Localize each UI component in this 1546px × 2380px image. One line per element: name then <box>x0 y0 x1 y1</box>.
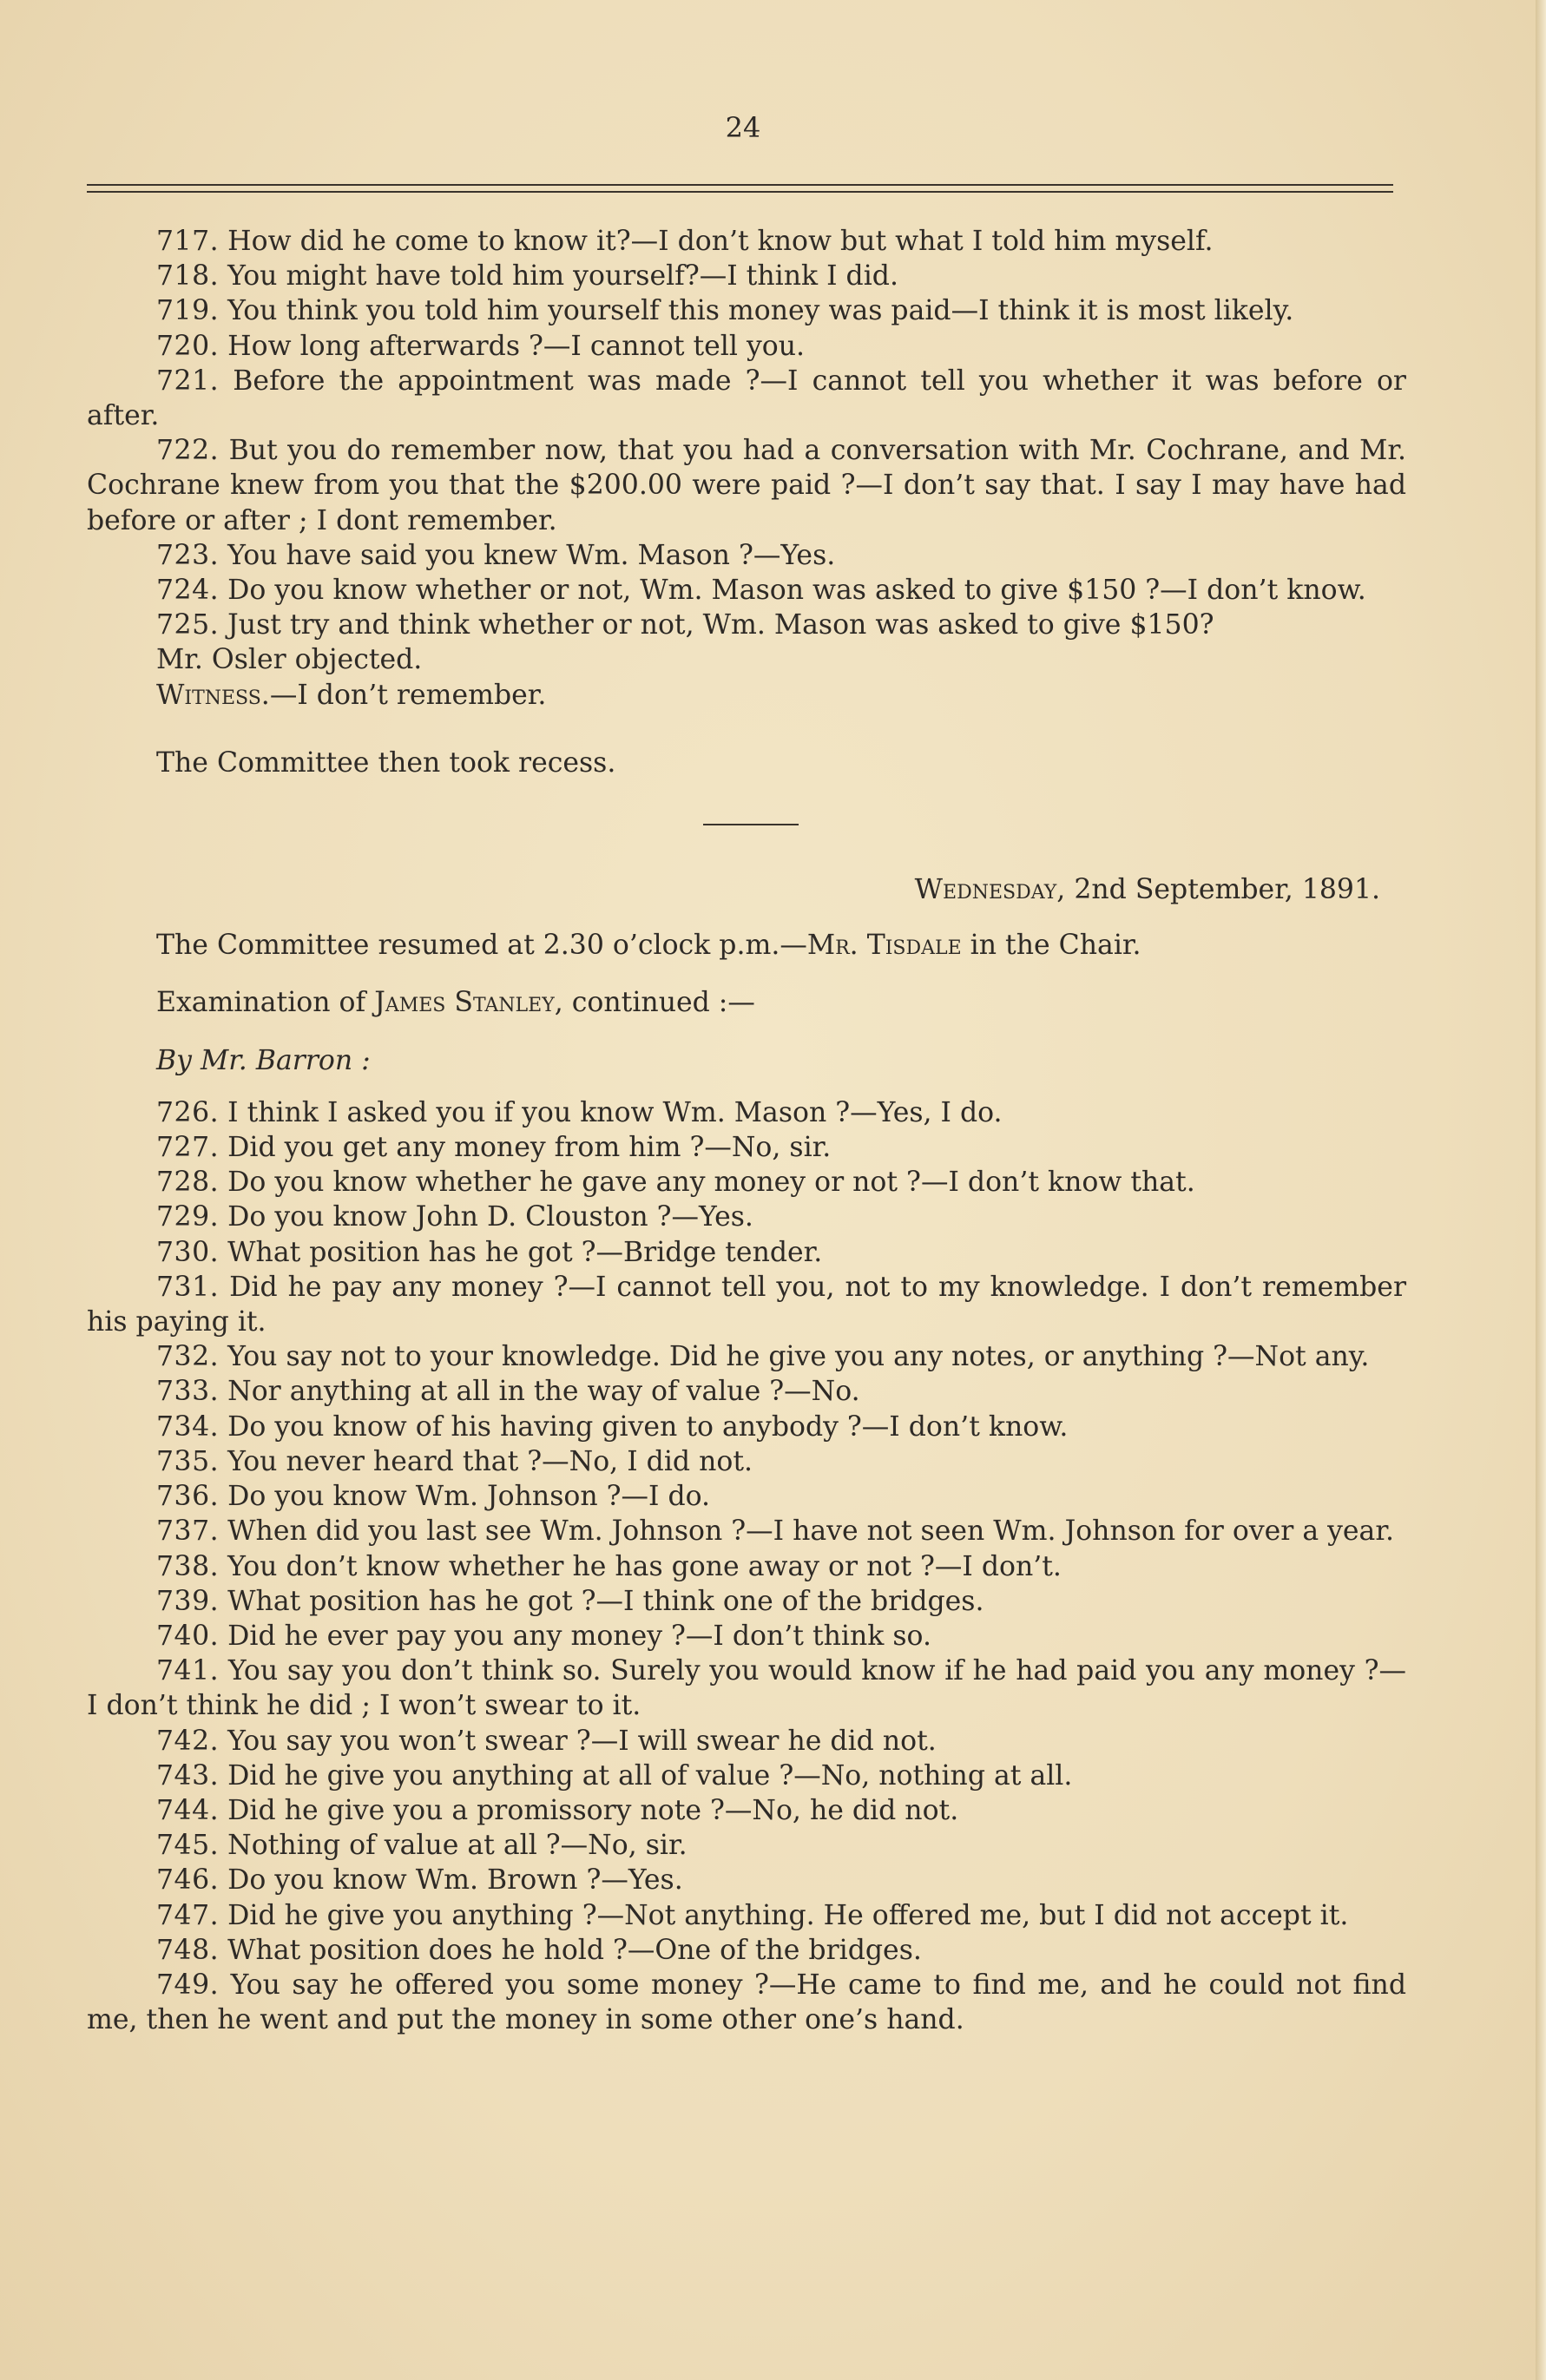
question-728: 728. Do you know whether he gave any money or not ?—I don’t know that. <box>156 1167 1195 1199</box>
question-736: 736. Do you know Wm. Johnson ?—I do. <box>156 1481 711 1513</box>
question-729: 729. Do you know John D. Clouston ?—Yes. <box>156 1201 753 1233</box>
question-733: 733. Nor anything at all in the way of value ?—No. <box>156 1376 860 1408</box>
question-725: 725. Just try and think whether or not, Wm. Mason was asked to give $150? <box>156 609 1214 641</box>
resumed-line: The Committee resumed at 2.30 o’clock p.m.—Mr. Tisdale in the Chair. <box>156 930 1141 962</box>
question-743: 743. Did he give you anything at all of value ?—No, nothing at all. <box>156 1759 1073 1792</box>
question-720: 720. How long afterwards ?—I cannot tell you. <box>156 330 806 362</box>
question-746: 746. Do you know Wm. Brown ?—Yes. <box>156 1864 683 1897</box>
section-separator <box>703 824 799 825</box>
question-717: 717. How did he come to know it?—I don’t know but what I told him myself. <box>156 226 1214 257</box>
question-list-2 <box>87 1095 1406 2037</box>
question-749: 749. You say he offered you some money ?—He came to find me, and he could not find me, then he went and put the money in some other one’s hand. <box>87 1969 1406 2036</box>
question-738: 738. You don’t know whether he has gone away or not ?—I don’t. <box>156 1550 1062 1582</box>
examination-line: Examination of James Stanley, continued :— <box>156 987 755 1019</box>
page-edge <box>1536 0 1546 2380</box>
page-number: 24 <box>725 111 761 144</box>
question-731: 731. Did he pay any money ?—I cannot tell you, not to my knowledge. I don’t remember his paying it. <box>87 1271 1406 1338</box>
question-745: 745. Nothing of value at all ?—No, sir. <box>156 1830 687 1862</box>
osler-objection: Mr. Osler objected. <box>156 644 423 676</box>
witness-answer: Witness.—I don’t remember. <box>156 679 547 711</box>
question-718: 718. You might have told him yourself?—I think I did. <box>156 260 898 293</box>
session-date: Wednesday, 2nd September, 1891. <box>914 874 1380 906</box>
question-721: 721. Before the appointment was made ?—I cannot tell you whether it was before or after. <box>87 365 1406 432</box>
question-748: 748. What position does he hold ?—One of the bridges. <box>156 1934 922 1966</box>
question-737: 737. When did you last see Wm. Johnson ?—I have not seen Wm. Johnson for over a year. <box>156 1515 1394 1548</box>
question-723: 723. You have said you knew Wm. Mason ?—Yes. <box>156 539 836 571</box>
question-741: 741. You say you don’t think so. Surely you would know if he had paid you any money ?—I don’t think he did ; I won’t swear to it. <box>87 1655 1406 1722</box>
recess-line: The Committee then took recess. <box>156 746 616 779</box>
question-730: 730. What position has he got ?—Bridge tender. <box>156 1236 823 1268</box>
question-727: 727. Did you get any money from him ?—No, sir. <box>156 1132 832 1164</box>
examiner-line: By Mr. Barron : <box>156 1044 371 1076</box>
question-740: 740. Did he ever pay you any money ?—I don’t think so. <box>156 1620 931 1652</box>
question-719: 719. You think you told him yourself this money was paid—I think it is most likely. <box>156 295 1294 327</box>
question-742: 742. You say you won’t swear ?—I will swear he did not. <box>156 1725 937 1757</box>
transcript-body <box>87 224 1406 2037</box>
question-739: 739. What position has he got ?—I think one of the bridges. <box>156 1585 984 1617</box>
question-726: 726. I think I asked you if you know Wm. Mason ?—Yes, I do. <box>156 1096 1003 1128</box>
question-724: 724. Do you know whether or not, Wm. Mason was asked to give $150 ?—I don’t know. <box>156 575 1366 607</box>
header-rule-bottom <box>87 191 1393 193</box>
question-722: 722. But you do remember now, that you had a conversation with Mr. Cochrane, and Mr. Cochrane knew from you that the $200.00 were paid ?—I don’t say that. I say I may have had before or after ; I dont remember. <box>87 435 1406 536</box>
question-744: 744. Did he give you a promissory note ?—No, he did not. <box>156 1794 959 1826</box>
question-735: 735. You never heard that ?—No, I did not. <box>156 1445 753 1477</box>
question-732: 732. You say not to your knowledge. Did he give you any notes, or anything ?—Not any. <box>156 1341 1370 1373</box>
question-734: 734. Do you know of his having given to anybody ?—I don’t know. <box>156 1410 1069 1443</box>
header-rule-top <box>87 184 1393 186</box>
question-747: 747. Did he give you anything ?—Not anything. He offered me, but I did not accept it. <box>156 1899 1349 1931</box>
